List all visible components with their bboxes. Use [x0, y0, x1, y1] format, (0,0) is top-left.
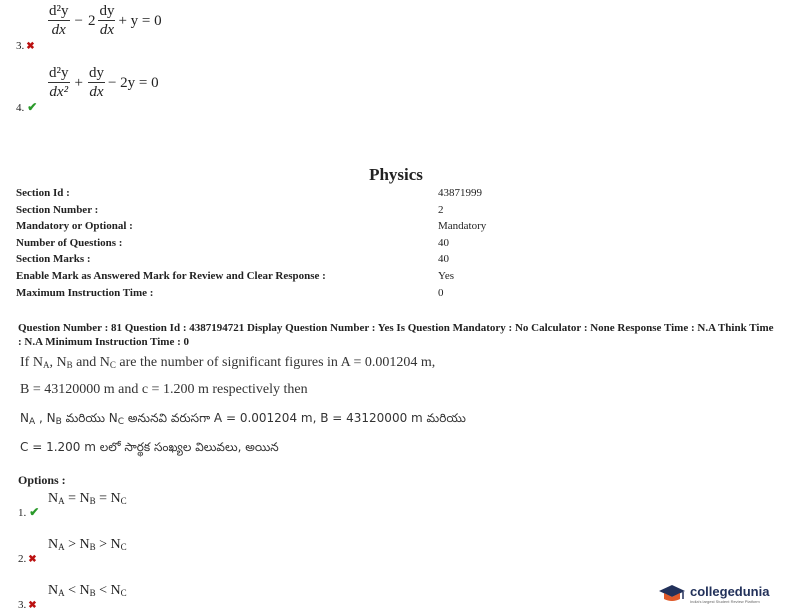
- section-row-label: Section Marks :: [16, 253, 91, 266]
- option-number: 4.: [16, 102, 25, 114]
- option-number: 2.: [18, 553, 27, 565]
- section-row-value: Mandatory: [438, 220, 487, 233]
- fraction: $\frac{dy}{dx}$: [88, 65, 104, 100]
- brand-logo: [658, 583, 769, 605]
- option-number: 3.: [18, 599, 27, 611]
- section-row-label: Section Number :: [16, 203, 99, 216]
- section-row-value: 40: [438, 253, 449, 266]
- option-expression: $N_A = N_B = N_C$: [48, 491, 127, 506]
- section-row-label: Enable Mark as Answered Mark for Review and Clear Response :: [16, 270, 326, 282]
- option-number: 1.: [18, 507, 27, 519]
- question-text-te-2: C = 1.200 m లలో సార్థక సంఖ్యల విలువలు, అయిన: [20, 440, 279, 454]
- section-row-label: Maximum Instruction Time :: [16, 286, 154, 299]
- equation: $\frac{\text{d²y}}{\text{dx²}}$ + $\frac{dy}{dx}$ − 2y = 0: [49, 65, 159, 100]
- section-row-value: 0: [438, 286, 444, 299]
- graduation-cap-icon: [658, 583, 686, 605]
- question-text-te-1: $N_A$ , $N_B$ మరియు $N_C$ అనునవి వరుసగా A = 0.001204 m, B = 43120000 m మరియు: [20, 411, 466, 427]
- section-row-value: 40: [438, 236, 449, 249]
- fraction: $\frac{\text{d²y}}{\text{dx²}}$: [49, 65, 69, 100]
- check-icon: ✔: [29, 505, 40, 519]
- section-row-value: Yes: [438, 270, 455, 282]
- section-row-value: 2: [438, 203, 444, 216]
- question-text-en-2: B = 43120000 m and c = 1.200 m respectively then: [20, 382, 308, 397]
- option-expression: $N_A < N_B < N_C$: [48, 583, 127, 598]
- option-number: 3.: [16, 40, 25, 52]
- cross-icon: ✖: [28, 600, 37, 611]
- section-row-label: Section Id :: [16, 187, 70, 199]
- fraction: $\frac{dy}{dx}$: [99, 3, 115, 38]
- fraction: $\frac{\text{d²y}}{dx}$: [49, 3, 69, 38]
- cross-icon: ✖: [28, 554, 37, 565]
- question-text-en-1: If $N_A$, $N_B$ and $N_C$ are the number of significant figures in A = 0.001204 m,: [20, 355, 436, 370]
- brand-tagline: India's largest Student Review Platform: [690, 599, 760, 604]
- section-title: Physics: [369, 165, 423, 184]
- section-row-value: 43871999: [438, 187, 482, 199]
- section-row-label: Number of Questions :: [16, 236, 123, 249]
- check-icon: ✔: [27, 100, 38, 114]
- brand-name: collegedunia: [690, 584, 770, 599]
- section-row-label: Mandatory or Optional :: [16, 220, 133, 233]
- cross-icon: ✖: [26, 41, 35, 52]
- question-header: Question Number : 81 Question Id : 4387194721 Display Question Number : Yes Is Question Mandatory : No Calculator : None Response Time : N.A Think Time : N.A Minimum Instruction Time : 0: [18, 322, 774, 348]
- option-expression: $N_A > N_B > N_C$: [48, 537, 127, 552]
- equation: $\frac{\text{d²y}}{dx}$ − 2 $\frac{dy}{dx}$ + y = 0: [49, 3, 162, 38]
- options-label: Options :: [18, 473, 66, 487]
